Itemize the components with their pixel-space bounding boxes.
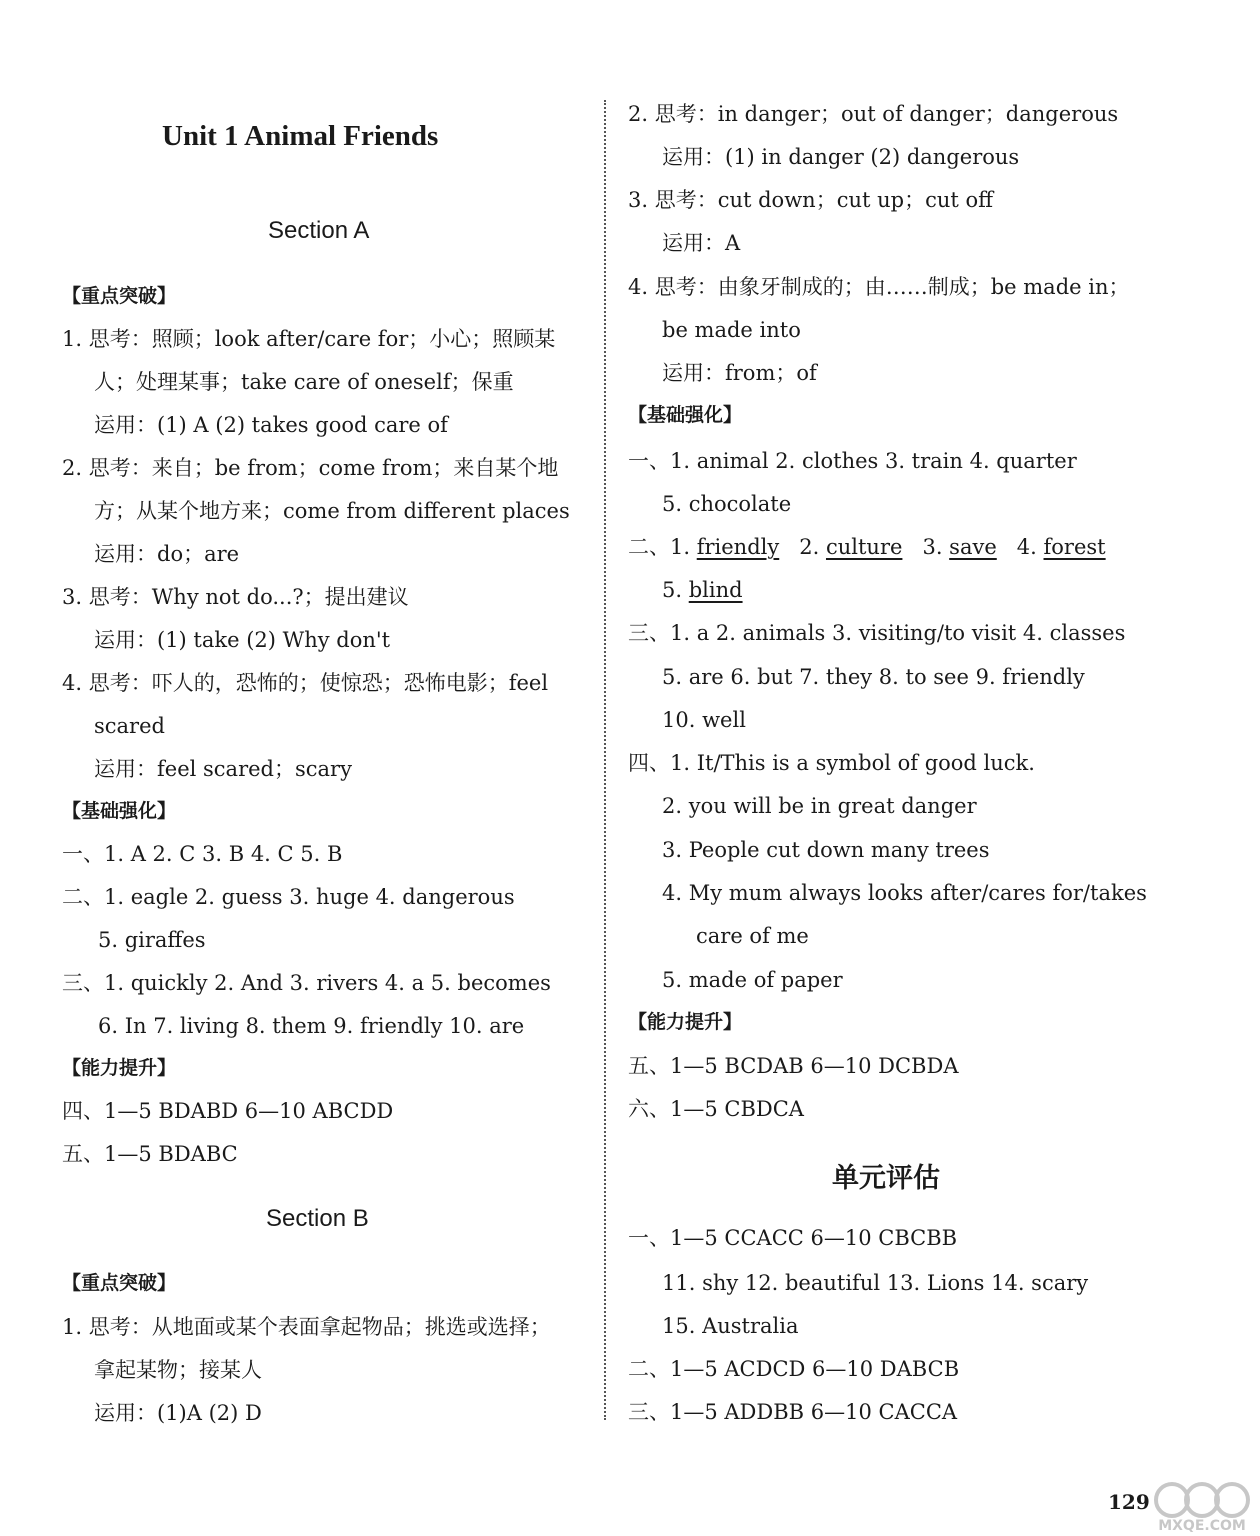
answer-line: 二、1. eagle 2. guess 3. huge 4. dangerous [62,885,515,909]
answer-line: 4. My mum always looks after/cares for/takes [662,881,1147,905]
answer-line-underlined [628,532,1106,562]
answer-line: 5. are 6. but 7. they 8. to see 9. friendly [662,665,1085,689]
ability-heading-a: 【能力提升】 [62,1057,177,1079]
basic-practice-heading-b: 【基础强化】 [628,404,743,426]
underlined-word: friendly [696,535,780,559]
answer-line: 2. 思考：in danger；out of danger；dangerous [628,102,1119,126]
answer-line: 3. 思考：cut down；cut up；cut off [628,188,994,212]
ability-heading-b: 【能力提升】 [628,1011,743,1033]
answer-line: 5. chocolate [662,492,792,516]
item-number: 2. [799,535,826,559]
key-points-heading-a: 【重点突破】 [62,285,177,307]
answer-line: 6. In 7. living 8. them 9. friendly 10. are [98,1014,525,1038]
answer-line: 运用：from；of [662,361,817,385]
basic-practice-heading-a: 【基础强化】 [62,800,177,822]
answer-line: 二、1—5 ACDCD 6—10 DABCB [628,1357,960,1381]
underlined-word: save [949,535,997,559]
page-number: 129 [1108,1490,1150,1514]
answer-line: 15. Australia [662,1314,799,1338]
answer-line: 4. 思考：由象牙制成的；由……制成；be made in； [628,275,1130,299]
item-number: 5. [662,578,689,602]
section-a-heading: Section A [268,217,370,244]
column-divider [604,100,606,1420]
answer-line: 三、1. a 2. animals 3. visiting/to visit 4. classes [628,621,1126,645]
key-points-heading-b: 【重点突破】 [62,1272,177,1294]
answer-line: 运用：A [662,231,741,255]
answer-line: be made into [662,318,801,342]
answer-line: 运用：(1) in danger (2) dangerous [662,145,1020,169]
question-prefix: 二、1. [628,535,697,559]
answer-line: 1. 思考：从地面或某个表面拿起物品；挑选或选择； [62,1315,551,1339]
answer-line-underlined [662,575,743,605]
answer-line: 3. People cut down many trees [662,838,990,862]
answer-line: 4. 思考：吓人的，恐怖的；使惊恐；恐怖电影；feel [62,671,549,695]
watermark-logo-icon [1150,1478,1254,1532]
answer-line: 一、1. animal 2. clothes 3. train 4. quarter [628,449,1077,473]
answer-line: 11. shy 12. beautiful 13. Lions 14. scary [662,1271,1089,1295]
underlined-word: blind [688,578,743,602]
answer-line: 运用：feel scared；scary [94,757,352,781]
answer-line: 运用：(1) A (2) takes good care of [94,413,448,437]
item-number: 4. [1016,535,1044,559]
answer-line: 5. made of paper [662,968,843,992]
answer-line: 2. you will be in great danger [662,794,977,818]
section-b-heading: Section B [266,1205,369,1232]
underlined-word: forest [1043,535,1106,559]
answer-line: 一、1—5 CCACC 6—10 CBCBB [628,1226,958,1250]
answer-line: 运用：do；are [94,542,240,566]
answer-line: 运用：(1)A (2) D [94,1401,262,1425]
answer-line: 2. 思考：来自；be from；come from；来自某个地 [62,456,559,480]
answer-line: scared [94,714,165,738]
answer-line: 运用：(1) take (2) Why don't [94,628,391,652]
answer-line: 人；处理某事；take care of oneself；保重 [94,370,514,394]
answer-line: 10. well [662,708,746,732]
answer-line: care of me [696,924,809,948]
answer-line: 四、1. It/This is a symbol of good luck. [628,751,1035,775]
answer-line: 1. 思考：照顾；look after/care for；小心；照顾某 [62,327,556,351]
answer-line: 六、1—5 CBDCA [628,1097,804,1121]
answer-line: 拿起某物；接某人 [94,1358,262,1382]
unit-assessment-heading: 单元评估 [832,1163,940,1194]
answer-line: 三、1. quickly 2. And 3. rivers 4. a 5. becomes [62,971,551,995]
answer-line: 五、1—5 BCDAB 6—10 DCBDA [628,1054,959,1078]
answer-line: 方；从某个地方来；come from different places [94,499,570,523]
answer-line: 三、1—5 ADDBB 6—10 CACCA [628,1400,958,1424]
answer-line: 3. 思考：Why not do...?；提出建议 [62,585,409,609]
unit-title: Unit 1 Animal Friends [162,120,439,152]
answer-line: 一、1. A 2. C 3. B 4. C 5. B [62,842,343,866]
item-number: 3. [922,535,950,559]
answer-line: 5. giraffes [98,928,206,952]
underlined-word: culture [825,535,903,559]
answer-line: 五、1—5 BDABC [62,1142,238,1166]
watermark-text: MXQE.COM [1158,1518,1246,1532]
answer-line: 四、1—5 BDABD 6—10 ABCDD [62,1099,394,1123]
